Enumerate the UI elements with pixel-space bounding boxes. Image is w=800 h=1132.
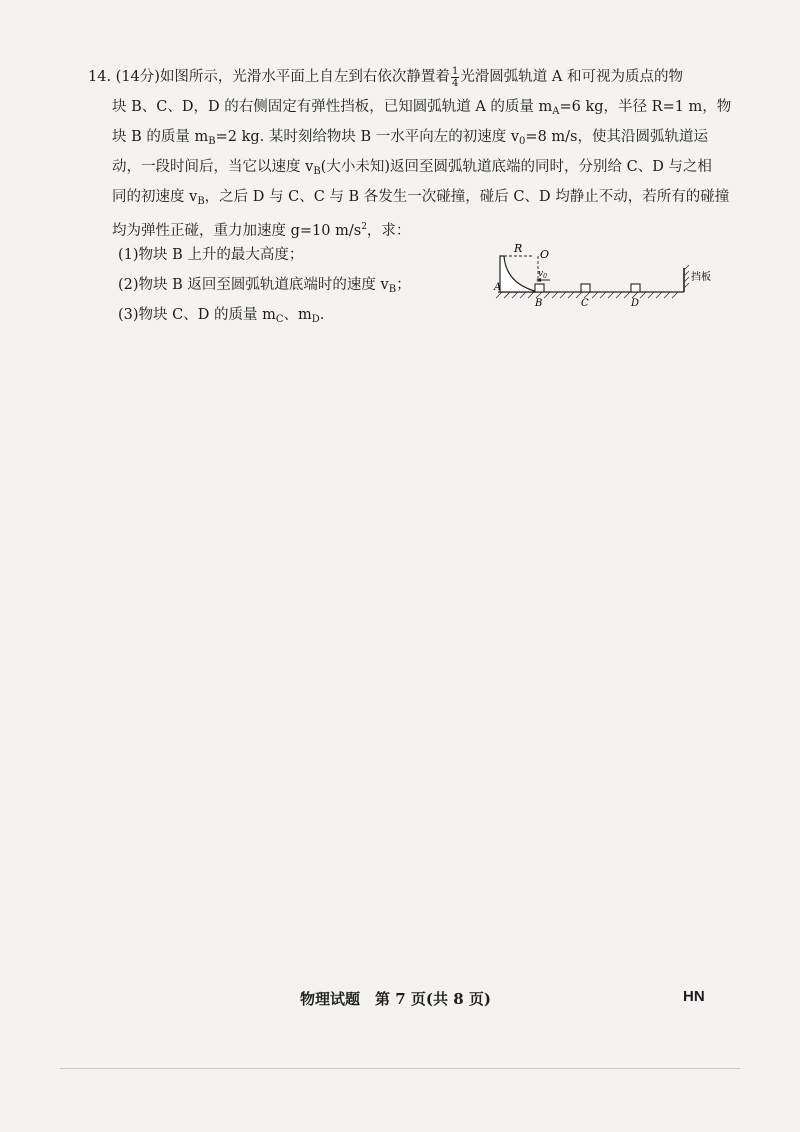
fraction-numerator: 1 bbox=[451, 65, 459, 77]
problem-line-4 bbox=[88, 152, 728, 182]
problem-line-1 bbox=[88, 62, 728, 92]
problem-text: 动，一段时间后，当它以速度 v bbox=[112, 159, 314, 175]
quarter-fraction bbox=[451, 66, 459, 89]
problem-text: 均为弹性正碰，重力加速度 g=10 m/s bbox=[112, 223, 362, 239]
label-wall: 挡板 bbox=[691, 272, 711, 283]
subscript: C bbox=[275, 314, 284, 325]
question-1 bbox=[118, 240, 478, 270]
bottom-divider bbox=[60, 1068, 740, 1069]
problem-text: 如图所示，光滑水平面上自左到右依次静置着 bbox=[159, 69, 450, 85]
problem-number: 14. (14分) bbox=[88, 69, 160, 85]
problem-text: 块 B 的质量 m bbox=[112, 129, 209, 145]
label-a: A bbox=[494, 282, 502, 293]
subscript: B bbox=[388, 284, 397, 295]
subscript: B bbox=[197, 196, 205, 207]
problem-line-5 bbox=[88, 182, 728, 212]
block-b bbox=[535, 284, 544, 292]
label-o: O bbox=[540, 248, 550, 261]
problem-line-6 bbox=[88, 212, 728, 242]
question-2 bbox=[118, 270, 478, 300]
problem-line-3 bbox=[88, 122, 728, 152]
problem-text: 光滑圆弧轨道 A 和可视为质点的物 bbox=[460, 69, 684, 85]
sub-questions bbox=[118, 240, 478, 330]
footer-page-info: 物理试题 第 7 页(共 8 页) bbox=[300, 990, 491, 1008]
question-text: 、m bbox=[283, 307, 312, 323]
problem-text: =2 kg. 某时刻给物块 B 一水平向左的初速度 v bbox=[215, 129, 520, 145]
subscript: D bbox=[311, 314, 320, 325]
label-v0: $v_0$ bbox=[538, 269, 547, 280]
problem-text: (大小未知)返回至圆弧轨道底端的同时，分别给 C、D 与之相 bbox=[320, 159, 712, 175]
fraction-denominator: 4 bbox=[451, 77, 459, 89]
footer-code: HN bbox=[683, 988, 705, 1005]
subscript: A bbox=[552, 106, 560, 117]
label-c: C bbox=[581, 298, 589, 309]
question-text: (3)物块 C、D 的质量 m bbox=[118, 307, 276, 323]
subscript: 0 bbox=[519, 136, 526, 147]
question-3 bbox=[118, 300, 478, 330]
question-text: (1)物块 B 上升的最大高度； bbox=[118, 247, 304, 263]
physics-diagram bbox=[488, 240, 728, 310]
question-text: (2)物块 B 返回至圆弧轨道底端时的速度 v bbox=[118, 277, 389, 293]
problem-text: =8 m/s，使其沿圆弧轨道运 bbox=[525, 129, 708, 145]
problem-text: ，之后 D 与 C、C 与 B 各发生一次碰撞，碰后 C、D 均静止不动，若所有的碰撞 bbox=[204, 189, 730, 205]
subscript: B bbox=[313, 166, 321, 177]
question-text: . bbox=[319, 307, 325, 323]
arc-track-a bbox=[500, 256, 538, 292]
problem-text: =6 kg，半径 R=1 m，物 bbox=[559, 99, 732, 115]
problem-text: 同的初速度 v bbox=[112, 189, 198, 205]
problem-text: 块 B、C、D，D 的右侧固定有弹性挡板，已知圆弧轨道 A 的质量 m bbox=[112, 99, 553, 115]
question-text: ； bbox=[396, 277, 411, 293]
label-b: B bbox=[535, 298, 543, 309]
label-r: R bbox=[514, 242, 523, 255]
problem-14 bbox=[88, 62, 732, 242]
subscript: B bbox=[208, 136, 216, 147]
block-c bbox=[581, 284, 590, 292]
page-footer bbox=[0, 988, 800, 1018]
block-d bbox=[631, 284, 640, 292]
problem-line-2 bbox=[88, 92, 732, 122]
problem-text: ，求： bbox=[366, 223, 411, 239]
superscript: 2 bbox=[361, 222, 367, 232]
label-d: D bbox=[631, 298, 640, 309]
